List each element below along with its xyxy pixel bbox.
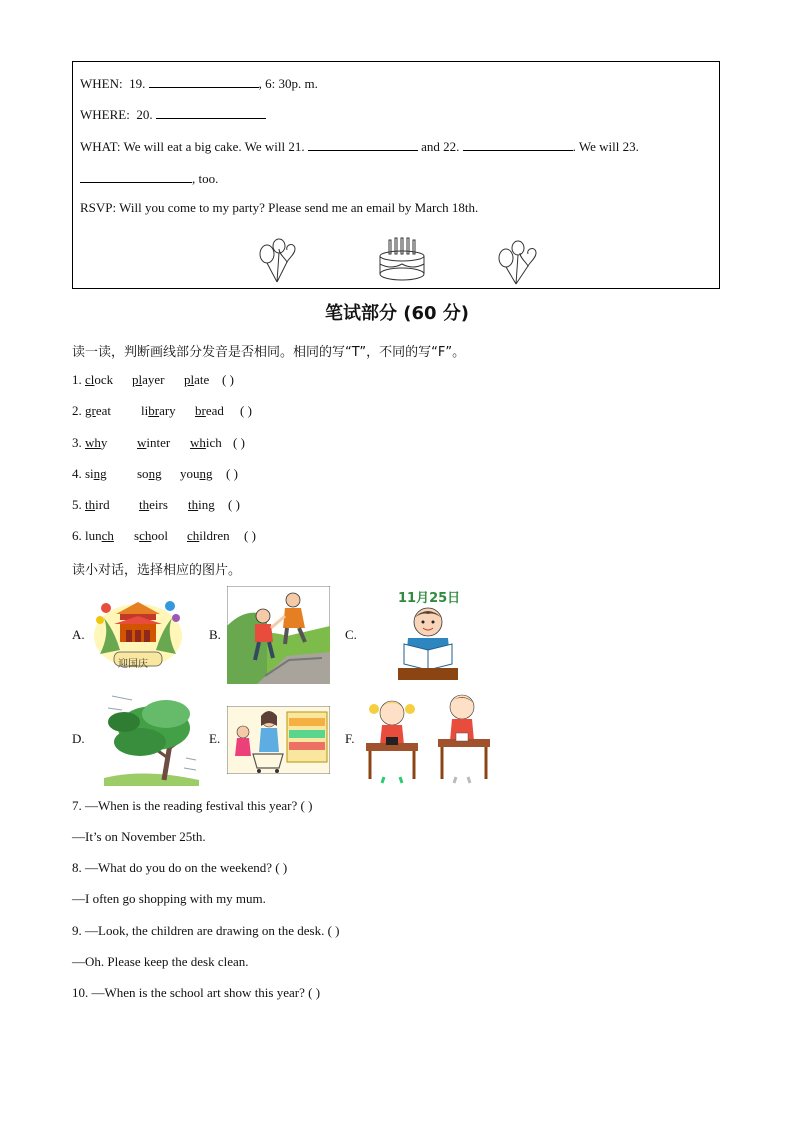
option-label-c: C. (345, 627, 357, 642)
what-and: and 22. (421, 139, 460, 154)
word-part: ing (198, 497, 215, 512)
underlined-sound: ch (139, 528, 152, 543)
what-text: We will eat a big cake. We will 21. (123, 139, 305, 154)
phonics-word (85, 435, 107, 451)
instruction-pictures: 读小对话，选择相应的图片。 (72, 563, 242, 578)
dialogue-line: 10. —When is the school art show this year? ( ) (72, 985, 321, 1000)
underlined-sound: br (195, 403, 206, 418)
dialogue-line: 7. —When is the reading festival this year? ( ) (72, 798, 313, 813)
word-part: s (134, 528, 140, 543)
underlined-sound: cl (85, 372, 95, 387)
phonics-word (85, 497, 110, 513)
what-will: . We will 23. (572, 139, 639, 154)
word-part: ock (94, 372, 114, 387)
word-part: lun (85, 528, 102, 543)
picture-a-banner-text: 迎国庆 (118, 659, 148, 670)
option-label-a: A. (72, 627, 85, 642)
answer-blank-20[interactable] (156, 106, 266, 119)
answer-parentheses[interactable]: ( ) (240, 403, 252, 418)
phonics-word (137, 466, 162, 482)
picture-c-reading (394, 604, 462, 682)
phonics-word (132, 372, 165, 388)
underlined-sound: gr (85, 403, 96, 418)
phonics-word (85, 466, 107, 482)
word-part: so (137, 466, 149, 481)
where-number: 20. (136, 107, 153, 122)
option-label-f: F. (345, 731, 355, 746)
phonics-number: 5. (72, 497, 82, 512)
word-part: ayer (142, 372, 165, 387)
birthday-cake-icon (375, 234, 431, 284)
phonics-word (195, 403, 224, 419)
phonics-number: 4. (72, 466, 82, 481)
underlined-sound: th (188, 497, 199, 512)
phonics-word (139, 497, 168, 513)
phonics-number: 3. (72, 435, 82, 450)
underlined-sound: ng (199, 466, 213, 481)
when-line (80, 75, 318, 92)
dialogue-line: —It’s on November 25th. (72, 829, 206, 844)
word-part: ool (151, 528, 168, 543)
when-time: , 6: 30p. m. (258, 76, 318, 91)
too-line (80, 170, 218, 187)
word-part: y (100, 435, 108, 450)
dialogue-line: —I often go shopping with my mum. (72, 891, 266, 906)
phonics-word (180, 466, 213, 482)
underlined-sound: ng (93, 466, 107, 481)
answer-blank-21[interactable] (308, 138, 418, 151)
where-line (80, 106, 266, 123)
word-part: ead (205, 403, 224, 418)
answer-parentheses[interactable]: ( ) (233, 435, 245, 450)
answer-blank-23[interactable] (80, 170, 192, 183)
phonics-word (141, 403, 176, 419)
underlined-sound: ch (101, 528, 114, 543)
phonics-word (85, 372, 113, 388)
phonics-word (134, 528, 168, 544)
phonics-word (137, 435, 170, 451)
phonics-word (184, 372, 209, 388)
phonics-number: 2. (72, 403, 82, 418)
word-part: ary (159, 403, 176, 418)
section-title: 笔试部分 (60 分) (324, 303, 470, 324)
dialogue-line: 9. —Look, the children are drawing on the desk. ( ) (72, 923, 340, 938)
underlined-sound: th (139, 497, 150, 512)
underlined-sound: ng (148, 466, 162, 481)
underlined-sound: wh (85, 435, 101, 450)
word-part: you (180, 466, 200, 481)
option-label-b: B. (209, 627, 221, 642)
rsvp-line (80, 200, 478, 216)
picture-b-hiking (227, 586, 330, 684)
underlined-sound: pl (132, 372, 143, 387)
underlined-sound: ch (187, 528, 200, 543)
rsvp-text: RSVP: Will you come to my party? Please send me an email by March 18th. (80, 200, 479, 215)
answer-parentheses[interactable]: ( ) (226, 466, 238, 481)
word-part: ate (194, 372, 210, 387)
answer-parentheses[interactable]: ( ) (222, 372, 234, 387)
dialogue-line: 8. —What do you do on the weekend? ( ) (72, 860, 288, 875)
option-label-d: D. (72, 731, 85, 746)
when-label: WHEN: (80, 76, 123, 91)
phonics-word (85, 403, 111, 419)
word-part: ird (95, 497, 110, 512)
picture-c-date: 11月25日 (398, 591, 461, 606)
dialogue-line: —Oh. Please keep the desk clean. (72, 954, 249, 969)
phonics-number: 6. (72, 528, 82, 543)
phonics-word (85, 528, 114, 544)
word-part: eat (95, 403, 111, 418)
what-label: WHAT: (80, 139, 121, 154)
balloons-icon-right (494, 238, 542, 286)
phonics-word (190, 435, 222, 451)
underlined-sound: th (85, 497, 96, 512)
answer-blank-19[interactable] (149, 75, 259, 88)
instruction-phonics: 读一读，判断画线部分发音是否相同。相同的写“T”，不同的写“F”。 (72, 345, 466, 360)
picture-d-windy-tree (104, 688, 199, 786)
word-part: ich (205, 435, 222, 450)
answer-parentheses[interactable]: ( ) (244, 528, 256, 543)
underlined-sound: pl (184, 372, 195, 387)
answer-blank-22[interactable] (463, 138, 573, 151)
word-part: inter (146, 435, 171, 450)
option-label-e: E. (209, 731, 221, 746)
word-part: eirs (149, 497, 168, 512)
phonics-word (188, 497, 215, 513)
where-label: WHERE: (80, 107, 130, 122)
picture-f-children-desks (360, 689, 492, 785)
what-line (80, 138, 639, 155)
underlined-sound: wh (190, 435, 206, 450)
phonics-word (187, 528, 230, 544)
word-part: si (85, 466, 94, 481)
answer-parentheses[interactable]: ( ) (228, 497, 240, 512)
underlined-sound: br (148, 403, 160, 418)
underlined-sound: w (137, 435, 147, 450)
when-number: 19. (129, 76, 146, 91)
too-text: , too. (192, 171, 219, 186)
phonics-number: 1. (72, 372, 82, 387)
picture-e-shopping (227, 706, 330, 774)
balloons-icon-left (255, 236, 303, 284)
word-part: ildren (199, 528, 230, 543)
word-part: li (141, 403, 149, 418)
